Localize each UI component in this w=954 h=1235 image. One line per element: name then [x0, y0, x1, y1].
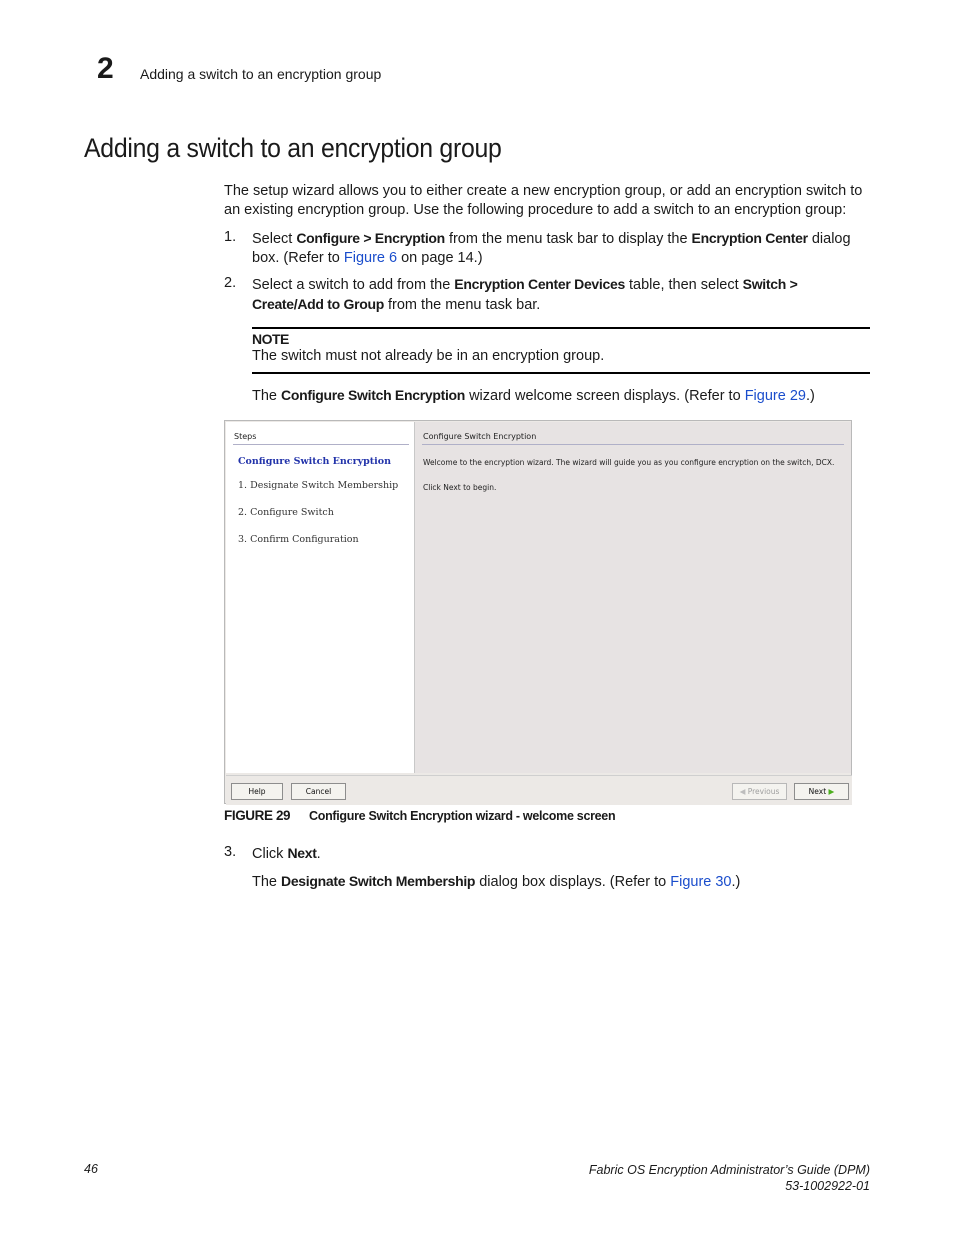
help-button[interactable]: Help: [231, 783, 283, 800]
step-number: 1.: [224, 229, 237, 245]
step-text: .: [316, 846, 321, 862]
step-text: Select a switch to add from the: [252, 277, 455, 293]
intro-paragraph: The setup wizard allows you to either create a new encryption group, or add an encryption switch to an existing encryption group. Use the following procedure to add a switch to an encryption group:: [224, 183, 863, 218]
step-text: Click: [252, 846, 288, 862]
figure-29-link[interactable]: Figure 29: [744, 388, 806, 404]
step-text: from the menu task bar to display the: [444, 231, 692, 247]
figure-30-link[interactable]: Figure 30: [670, 874, 732, 890]
para-text: .): [805, 388, 815, 404]
wizard-name: Configure Switch Encryption: [281, 387, 466, 403]
step-text: from the menu task bar.: [383, 297, 541, 313]
para-text: The: [252, 388, 282, 404]
step-text: on page 14.): [397, 250, 483, 266]
para-text: .): [731, 874, 741, 890]
steps-title[interactable]: Configure Switch Encryption: [238, 456, 391, 467]
back-arrow-icon: ◀: [739, 787, 748, 796]
figure-caption: Configure Switch Encryption wizard - welcome screen: [309, 809, 616, 823]
step-text: table, then select: [624, 277, 743, 293]
next-arrow-icon: ▶: [826, 787, 835, 796]
step-number: 3.: [224, 844, 237, 860]
step-item-designate-membership: 1. Designate Switch Membership: [238, 480, 399, 491]
content-header: Configure Switch Encryption: [423, 432, 537, 441]
next-button[interactable]: [794, 783, 849, 800]
page-number: 46: [84, 1162, 98, 1176]
step-item-configure-switch: 2. Configure Switch: [238, 507, 334, 518]
steps-pane: [226, 422, 415, 773]
next-label: Next: [808, 787, 827, 796]
step-item-confirm-configuration: 3. Confirm Configuration: [238, 534, 359, 545]
page-title: Adding a switch to an encryption group: [84, 133, 502, 163]
wizard-screenshot: [224, 420, 852, 804]
chapter-number: 2: [97, 52, 114, 85]
menu-path: Switch > Create/Add to Group: [252, 276, 798, 312]
note-top-rule: [252, 327, 870, 329]
note-bottom-rule: [252, 372, 870, 374]
dialog-name: Designate Switch Membership: [281, 873, 476, 889]
step-text: Select: [252, 231, 297, 247]
menu-path: Configure > Encryption: [296, 230, 445, 246]
step-1: [252, 229, 872, 268]
figure-label: FIGURE 29: [224, 808, 291, 823]
figure-6-link[interactable]: Figure 6: [343, 250, 398, 266]
para-text: wizard welcome screen displays. (Refer to: [465, 388, 745, 404]
previous-label: Previous: [747, 787, 780, 796]
doc-info: [589, 1162, 870, 1194]
doc-number: 53-1002922-01: [785, 1179, 870, 1193]
note-text: The switch must not already be in an encryption group.: [252, 348, 605, 364]
steps-header: Steps: [234, 432, 257, 441]
after-step3-paragraph: [252, 872, 872, 892]
content-pane: [415, 422, 851, 773]
dialog-name: Encryption Center: [691, 230, 808, 246]
cancel-button[interactable]: Cancel: [291, 783, 346, 800]
button-name: Next: [287, 845, 317, 861]
step-number: 2.: [224, 275, 237, 291]
doc-title: Fabric OS Encryption Administrator’s Guide (DPM): [588, 1163, 870, 1177]
para-text: dialog box displays. (Refer to: [475, 874, 671, 890]
click-next-text: Click Next to begin.: [423, 483, 497, 492]
step-3: [252, 844, 321, 864]
table-name: Encryption Center Devices: [454, 276, 625, 292]
note-label: NOTE: [252, 331, 289, 347]
after-note-paragraph: [252, 386, 872, 406]
divider: [422, 444, 844, 445]
welcome-text: Welcome to the encryption wizard. The wizard will guide you as you configure encryption on the switch, DCX.: [423, 458, 835, 467]
button-bar: [226, 775, 852, 805]
step-text: dialog box. (Refer to: [252, 231, 851, 266]
para-text: The: [252, 874, 282, 890]
step-2: [252, 275, 812, 315]
running-head: Adding a switch to an encryption group: [140, 66, 382, 82]
previous-button[interactable]: [732, 783, 787, 800]
divider: [233, 444, 409, 445]
